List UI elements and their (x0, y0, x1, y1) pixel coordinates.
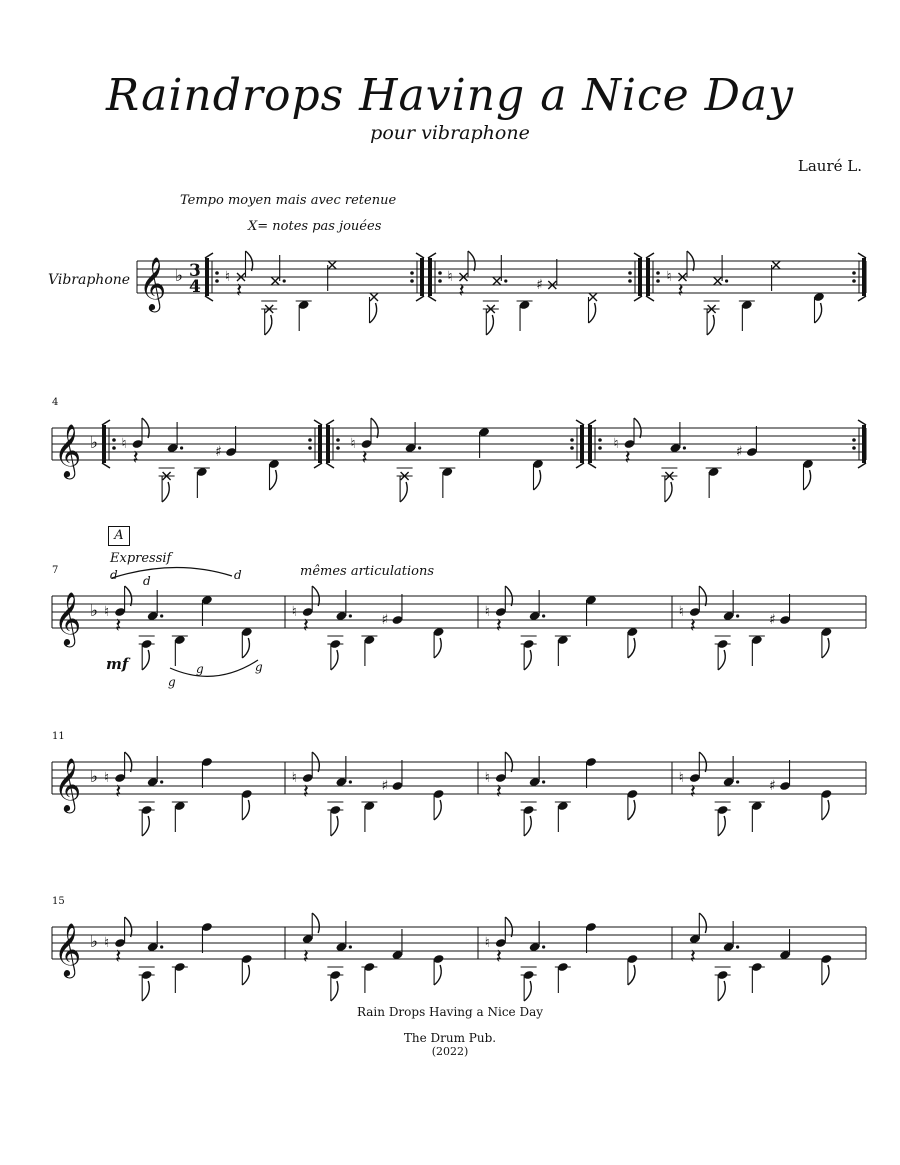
quarter-rest-icon: 𝄽 (495, 613, 502, 637)
repeat-bracket (634, 253, 642, 258)
repeat-dot (308, 438, 312, 442)
repeat-dot (570, 446, 574, 450)
quarter-rest-icon: 𝄽 (495, 944, 502, 968)
note-flag (628, 800, 635, 820)
x-notehead-icon (328, 261, 336, 269)
x-notehead-icon (589, 293, 597, 301)
natural-icon: ♮ (484, 770, 490, 786)
quarter-rest-icon: 𝄽 (689, 944, 696, 968)
note-flag (628, 965, 635, 985)
natural-icon: ♮ (678, 604, 684, 620)
repeat-dot (438, 279, 442, 283)
note-flag (524, 816, 531, 836)
augmentation-dot (683, 446, 686, 449)
quarter-rest-icon: 𝄽 (115, 944, 122, 968)
staff-system-3 (0, 580, 900, 680)
footer-publisher: The Drum Pub. (403, 1031, 497, 1045)
repeat-dot (438, 271, 442, 275)
quarter-rest-icon: 𝄽 (132, 445, 139, 469)
repeat-bracket (326, 420, 334, 425)
time-signature-bottom: 4 (189, 277, 201, 297)
natural-icon: ♮ (104, 770, 110, 786)
note-flag (718, 650, 725, 670)
key-flat-icon: ♭ (90, 932, 99, 952)
note-flag (242, 638, 249, 658)
sticking-right: d (234, 568, 242, 582)
treble-clef-icon: 𝄞 (54, 757, 82, 811)
sharp-icon: ♯ (769, 778, 776, 794)
staff-system-4 (0, 746, 900, 846)
quarter-rest-icon: 𝄽 (689, 613, 696, 637)
quarter-rest-icon: 𝄽 (458, 278, 465, 302)
note-flag (242, 800, 249, 820)
repeat-bracket (428, 253, 436, 258)
repeat-bracket (314, 463, 322, 468)
repeat-bracket (416, 253, 424, 258)
quarter-rest-icon: 𝄽 (302, 613, 309, 637)
natural-icon: ♮ (484, 604, 490, 620)
x-notehead-icon (772, 261, 780, 269)
measure-number: 11 (52, 731, 65, 742)
note-flag (142, 981, 149, 1001)
performance-note: X= notes pas jouées (248, 219, 382, 234)
repeat-dot (410, 271, 414, 275)
key-flat-icon: ♭ (90, 433, 99, 453)
repeat-dot (570, 438, 574, 442)
tempo-marking: Tempo moyen mais avec retenue (180, 193, 397, 208)
natural-icon: ♮ (678, 770, 684, 786)
natural-icon: ♮ (291, 770, 297, 786)
note-flag (665, 482, 672, 502)
note-flag (524, 981, 531, 1001)
repeat-bracket (428, 296, 436, 301)
sharp-icon: ♯ (215, 444, 222, 460)
sticking-left: g (196, 662, 204, 676)
note-flag (142, 650, 149, 670)
piece-subtitle: pour vibraphone (370, 122, 530, 144)
augmentation-dot (349, 780, 352, 783)
natural-icon: ♮ (350, 436, 356, 452)
repeat-dot (598, 446, 602, 450)
measure-number: 7 (52, 565, 59, 576)
repeat-bracket (634, 296, 642, 301)
repeat-bracket (858, 463, 866, 468)
treble-clef-icon: 𝄞 (54, 591, 82, 645)
repeat-bracket (326, 463, 334, 468)
key-flat-icon: ♭ (175, 266, 184, 286)
repeat-dot (852, 279, 856, 283)
note-flag (524, 650, 531, 670)
quarter-rest-icon: 𝄽 (495, 779, 502, 803)
repeat-bracket (205, 296, 213, 301)
augmentation-dot (725, 279, 728, 282)
repeat-dot (656, 279, 660, 283)
x-notehead-icon (493, 277, 501, 285)
natural-icon: ♮ (104, 935, 110, 951)
augmentation-dot (736, 945, 739, 948)
note-flag (142, 816, 149, 836)
augmentation-dot (504, 279, 507, 282)
note-flag (699, 913, 706, 933)
repeat-dot (215, 279, 219, 283)
note-flag (822, 965, 829, 985)
dynamic-marking: mf (106, 655, 129, 673)
note-flag (400, 482, 407, 502)
natural-icon: ♮ (104, 604, 110, 620)
note-flag (718, 816, 725, 836)
repeat-bracket (576, 463, 584, 468)
treble-clef-icon: 𝄞 (54, 423, 82, 477)
repeat-start-thick (588, 425, 592, 463)
natural-icon: ♮ (484, 935, 490, 951)
repeat-dot (628, 279, 632, 283)
augmentation-dot (160, 614, 163, 617)
note-flag (434, 800, 441, 820)
natural-icon: ♮ (225, 269, 231, 285)
note-flag (707, 315, 714, 335)
footer-year: (2022) (431, 1045, 469, 1058)
repeat-start-thick (102, 425, 106, 463)
repeat-bracket (646, 253, 654, 258)
repeat-dot (852, 271, 856, 275)
repeat-dot (112, 438, 116, 442)
repeat-dot (410, 279, 414, 283)
quarter-rest-icon: 𝄽 (624, 445, 631, 469)
treble-clef-icon: 𝄞 (139, 256, 167, 310)
note-flag (822, 638, 829, 658)
natural-icon: ♮ (447, 269, 453, 285)
footer-title: Rain Drops Having a Nice Day (356, 1005, 544, 1019)
expression-marking: Expressif (110, 551, 172, 566)
repeat-dot (112, 446, 116, 450)
repeat-end-thick (420, 258, 424, 296)
note-flag (804, 470, 811, 490)
quarter-rest-icon: 𝄽 (689, 779, 696, 803)
augmentation-dot (418, 446, 421, 449)
sharp-icon: ♯ (536, 277, 544, 293)
note-flag (486, 315, 493, 335)
note-flag (331, 816, 338, 836)
note-flag (589, 303, 596, 323)
augmentation-dot (349, 945, 352, 948)
quarter-rest-icon: 𝄽 (302, 779, 309, 803)
sharp-icon: ♯ (735, 444, 743, 460)
time-signature-top: 3 (189, 261, 201, 281)
sharp-icon: ♯ (381, 612, 389, 628)
sharp-icon: ♯ (769, 612, 776, 628)
repeat-bracket (314, 420, 322, 425)
note-flag (312, 913, 319, 933)
repeat-dot (852, 446, 856, 450)
key-flat-icon: ♭ (90, 601, 99, 621)
x-notehead-icon (271, 277, 279, 285)
slur (170, 660, 258, 676)
x-notehead-icon (370, 293, 378, 301)
note-flag (718, 981, 725, 1001)
staff-system-5 (0, 911, 900, 1011)
note-flag (270, 470, 277, 490)
repeat-dot (598, 438, 602, 442)
repeat-end-thick (580, 425, 584, 463)
repeat-start-thick (428, 258, 432, 296)
note-flag (331, 650, 338, 670)
augmentation-dot (736, 614, 739, 617)
repeat-end-thick (638, 258, 642, 296)
staff-system-2 (0, 412, 900, 512)
articulation-note: mêmes articulations (300, 564, 435, 579)
repeat-dot (852, 438, 856, 442)
note-flag (434, 965, 441, 985)
repeat-start-thick (646, 258, 650, 296)
natural-icon: ♮ (121, 436, 127, 452)
repeat-dot (656, 271, 660, 275)
measure-number: 4 (52, 397, 59, 408)
sticking-left: g (168, 675, 176, 689)
augmentation-dot (160, 780, 163, 783)
augmentation-dot (542, 780, 545, 783)
natural-icon: ♮ (613, 436, 619, 452)
sticking-right: d (143, 574, 151, 588)
natural-icon: ♮ (291, 604, 297, 620)
quarter-rest-icon: 𝄽 (115, 613, 122, 637)
quarter-rest-icon: 𝄽 (302, 944, 309, 968)
quarter-rest-icon: 𝄽 (361, 445, 368, 469)
staff-system-1 (0, 245, 900, 345)
note-flag (370, 303, 377, 323)
slur (112, 567, 232, 578)
note-flag (822, 800, 829, 820)
repeat-dot (336, 438, 340, 442)
note-flag (628, 638, 635, 658)
composer-name: Lauré L. (797, 157, 862, 175)
rehearsal-mark: A (108, 526, 130, 546)
note-flag (331, 981, 338, 1001)
note-flag (815, 303, 822, 323)
repeat-bracket (588, 463, 596, 468)
repeat-bracket (858, 420, 866, 425)
sticking-left: g (255, 660, 263, 674)
x-notehead-icon (714, 277, 722, 285)
note-flag (265, 315, 272, 335)
repeat-bracket (205, 253, 213, 258)
natural-icon: ♮ (666, 269, 672, 285)
key-flat-icon: ♭ (90, 767, 99, 787)
augmentation-dot (160, 945, 163, 948)
repeat-bracket (102, 463, 110, 468)
piece-title: Raindrops Having a Nice Day (105, 70, 795, 121)
repeat-bracket (576, 420, 584, 425)
augmentation-dot (542, 945, 545, 948)
augmentation-dot (349, 614, 352, 617)
repeat-dot (215, 271, 219, 275)
quarter-rest-icon: 𝄽 (677, 278, 684, 302)
repeat-bracket (416, 296, 424, 301)
measure-number: 15 (52, 896, 65, 907)
treble-clef-icon: 𝄞 (54, 922, 82, 976)
repeat-dot (628, 271, 632, 275)
note-flag (434, 638, 441, 658)
note-flag (534, 470, 541, 490)
augmentation-dot (180, 446, 183, 449)
repeat-end-thick (318, 425, 322, 463)
repeat-bracket (858, 296, 866, 301)
sticking-right: d (110, 568, 118, 582)
quarter-rest-icon: 𝄽 (115, 779, 122, 803)
sharp-icon: ♯ (381, 778, 389, 794)
instrument-name: Vibraphone (48, 272, 131, 288)
repeat-bracket (588, 420, 596, 425)
augmentation-dot (283, 279, 286, 282)
repeat-start-thick (326, 425, 330, 463)
repeat-end-thick (862, 425, 866, 463)
repeat-bracket (858, 253, 866, 258)
augmentation-dot (736, 780, 739, 783)
quarter-rest-icon: 𝄽 (236, 278, 243, 302)
repeat-start-thick (205, 258, 209, 296)
repeat-bracket (646, 296, 654, 301)
repeat-dot (308, 446, 312, 450)
repeat-bracket (102, 420, 110, 425)
repeat-end-thick (862, 258, 866, 296)
note-flag (242, 965, 249, 985)
augmentation-dot (542, 614, 545, 617)
note-flag (162, 482, 169, 502)
repeat-dot (336, 446, 340, 450)
